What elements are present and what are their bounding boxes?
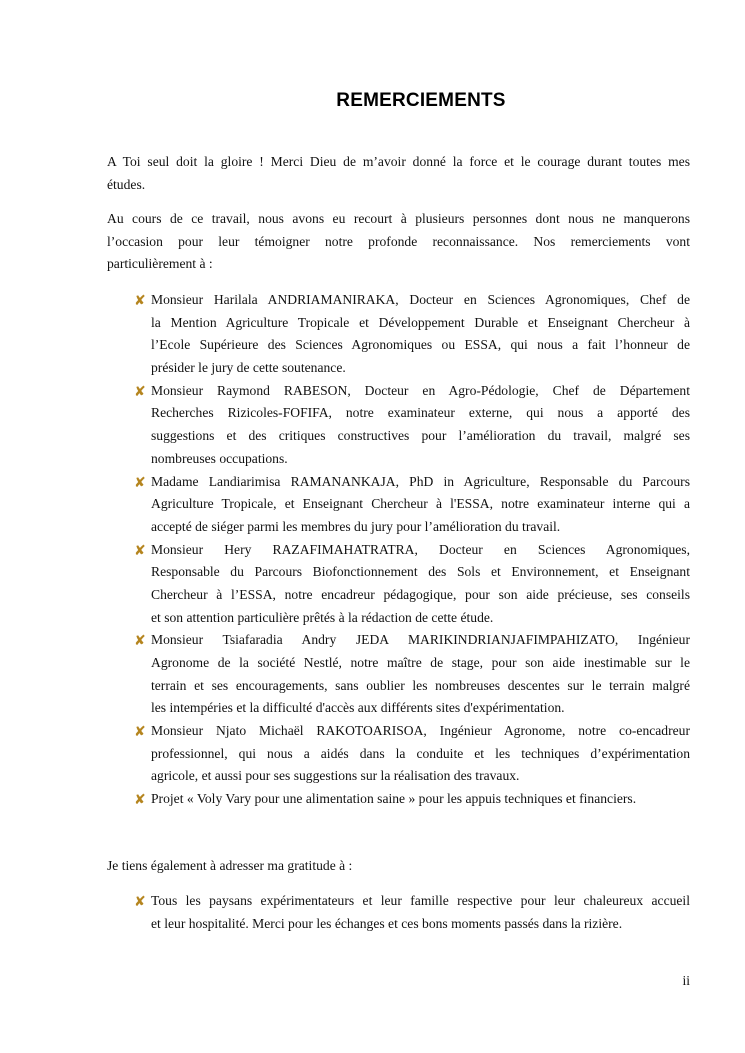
intro-paragraph	[107, 151, 690, 196]
text-line: Agriculture Tropicale, et Enseignant Chercheur à l'ESSA, notre examinateur interne qui a	[151, 496, 690, 512]
text-line: suggestions et des critiques constructives pour l’amélioration du travail, malgré ses	[151, 428, 690, 444]
cross-bullet-icon: ✘	[134, 293, 146, 309]
list-item	[107, 890, 690, 935]
text-line: Projet « Voly Vary pour une alimentation saine » pour les appuis techniques et financiers.	[151, 791, 637, 807]
text-line: Madame Landiarimisa RAMANANKAJA, PhD in Agriculture, Responsable du Parcours	[151, 473, 690, 489]
text-line: Je tiens également à adresser ma gratitude à :	[107, 858, 353, 873]
text-line: et son attention particulière prêtés à la rédaction de cette étude.	[151, 609, 494, 625]
text-line: Responsable du Parcours Biofonctionnement des Sols et Environnement, et Enseignant	[151, 564, 690, 580]
cross-bullet-icon: ✘	[134, 724, 146, 741]
gratitude-list	[107, 890, 690, 935]
list-item	[107, 539, 690, 630]
text-line: terrain et ses encouragements, sans oublier les nombreuses descentes sur le terrain malgré	[151, 677, 690, 693]
page-number: ii	[682, 973, 690, 988]
text-line: A Toi seul doit la gloire ! Merci Dieu de m’avoir donné la force et le courage durant toutes mes	[107, 154, 690, 169]
list-item	[107, 788, 690, 811]
cross-bullet-icon: ✘	[134, 474, 146, 491]
cross-bullet-icon: ✘	[134, 542, 146, 559]
text-line: Recherches Rizicoles-FOFIFA, notre examinateur externe, qui nous a apporté des	[151, 405, 690, 421]
list-item	[107, 629, 690, 720]
text-line: et leur hospitalité. Merci pour les échanges et ces bons moments passés dans la rizière.	[151, 915, 623, 931]
list-item	[107, 720, 690, 788]
text-line: Tous les paysans expérimentateurs et leur famille respective pour leur chaleureux accueil	[151, 893, 690, 908]
text-line: accepté de siéger parmi les membres du jury pour l’amélioration du travail.	[151, 518, 561, 534]
text-line: Monsieur Harilala ANDRIAMANIRAKA, Docteur en Sciences Agronomiques, Chef de	[151, 292, 690, 307]
text-line: études.	[107, 176, 146, 192]
text-line: Monsieur Hery RAZAFIMAHATRATRA, Docteur en Sciences Agronomiques,	[151, 541, 690, 557]
text-line: l’occasion pour leur témoigner notre profonde reconnaissance. Nos remerciements vont	[107, 233, 690, 249]
cross-bullet-icon: ✘	[134, 894, 146, 910]
thanks-intro-paragraph	[107, 208, 690, 276]
text-line: particulièrement à :	[107, 256, 213, 272]
text-line: agricole, et aussi pour ses suggestions sur la réalisation des travaux.	[151, 768, 520, 784]
gratitude-paragraph	[107, 855, 690, 878]
list-item	[107, 471, 690, 539]
text-line: Monsieur Raymond RABESON, Docteur en Agro-Pédologie, Chef de Département	[151, 382, 690, 398]
page-title: REMERCIEMENTS	[336, 90, 506, 111]
cross-bullet-icon: ✘	[134, 633, 146, 650]
list-item	[107, 380, 690, 471]
text-line: Au cours de ce travail, nous avons eu recourt à plusieurs personnes dont nous ne manquerons	[107, 211, 690, 226]
text-line: Monsieur Tsiafaradia Andry JEDA MARIKINDRIANJAFIMPAHIZATO, Ingénieur	[151, 632, 690, 648]
list-item	[107, 289, 690, 380]
text-line: les intempéries et la difficulté d'accès aux différents sites d'expérimentation.	[151, 700, 565, 716]
acknowledgement-list	[107, 289, 690, 811]
cross-bullet-icon: ✘	[134, 383, 146, 400]
text-line: nombreuses occupations.	[151, 450, 288, 466]
text-line: l’Ecole Supérieure des Sciences Agronomiques ou ESSA, qui nous a fait l’honneur de	[151, 337, 690, 353]
cross-bullet-icon: ✘	[134, 792, 146, 809]
text-line: Agronome de la société Nestlé, notre maître de stage, pour son aide inestimable sur le	[151, 655, 690, 670]
text-line: professionnel, qui nous a aidés dans la conduite et les techniques d’expérimentation	[151, 745, 690, 761]
text-line: présider le jury de cette soutenance.	[151, 360, 346, 376]
text-line: Chercheur à l’ESSA, notre encadreur pédagogique, pour son aide précieuse, ses conseils	[151, 586, 690, 602]
text-line: Monsieur Njato Michaël RAKOTOARISOA, Ingénieur Agronome, notre co-encadreur	[151, 723, 690, 739]
text-line: la Mention Agriculture Tropicale et Développement Durable et Enseignant Chercheur à	[151, 314, 690, 330]
